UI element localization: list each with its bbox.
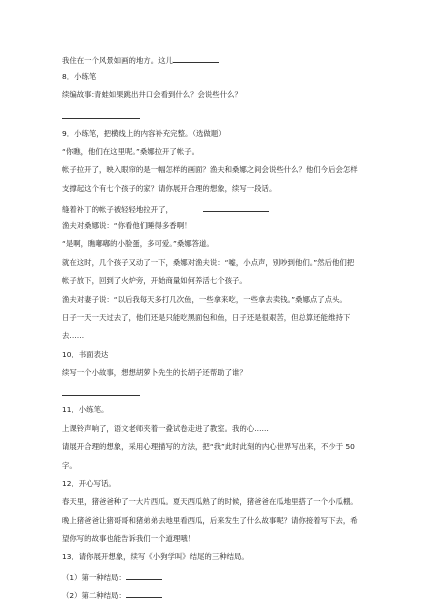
question-10-prompt: 续写一个小故事，想想胡萝卜先生的长胡子还帮助了谁？ — [62, 368, 247, 377]
answer-blank[interactable] — [126, 589, 162, 598]
answer-line[interactable] — [62, 118, 140, 119]
answer-blank[interactable] — [126, 571, 162, 580]
question-10-title: 10．书面表达 — [62, 350, 109, 359]
question-9-text: 日子一天一天过去了，他们还是只能吃黑面包和鱼，日子还是很艰苦，但总算还能维持下 — [62, 313, 351, 322]
answer-blank[interactable] — [173, 54, 219, 63]
question-9-text: 渔夫对妻子说：“以后我每天多打几次鱼，一些拿来吃，一些拿去卖钱。”桑娜点了点头。 — [62, 295, 347, 304]
answer-blank[interactable] — [203, 203, 269, 212]
question-11-text: 请展开合理的想象，采用心理描写的方法，把“我”此时此刻的内心世界写出来，不少于 50 — [62, 442, 355, 451]
question-11-title: 11．小练笔。 — [62, 405, 109, 414]
question-12-title: 12．开心写话。 — [62, 479, 116, 488]
question-11-text: 上课铃声响了，语文老师夹着一叠试卷走进了教室。我的心…… — [62, 424, 269, 433]
question-9-text: 支撑起这个有七个孩子的家？请你展开合理的想象，续写一段话。 — [62, 184, 277, 193]
question-9-text: 渔夫对桑娜说：“你看他们睡得多香啊！ — [62, 221, 192, 230]
question-13-title: 13．请你展开想象，续写《小狗学叫》结尾的三种结局。 — [62, 552, 249, 561]
question-8-title: 8．小练笔 — [62, 72, 97, 81]
question-9-text: “是啊，瞧嘟嘟的小脸蛋，多可爱。”桑娜答道。 — [62, 239, 214, 248]
question-9-text: 去…… — [62, 331, 85, 340]
question-11-text: 字。 — [62, 461, 77, 470]
question-12-text: 晚上猪爸爸让猪哥哥和猪弟弟去地里看西瓜，后来发生了什么故事呢？请你接着写下去，希 — [62, 516, 358, 525]
question-9-text: 帐子拉开了，映入眼帘的是一幅怎样的画面？渔夫和桑娜之间会说些什么？他们今后会怎样 — [62, 165, 358, 174]
question-9-text: “你瞧，他们在这里呢。”桑娜拉开了帐子。 — [62, 147, 199, 156]
question-13-ending-2: （2）第二种结局： — [62, 589, 162, 601]
question-9-text: 帐子放下，回到了火炉旁，开始商量如何养活七个孩子。 — [62, 276, 247, 285]
question-8-prompt: 续编故事:青蛙如果跳出井口会看到什么？会说些什么？ — [62, 90, 242, 99]
question-12-text: 望你写的故事也能告诉我们一个道理哦！ — [62, 534, 196, 543]
question-9-text: 缝着补丁的帐子被轻轻地拉开了， — [62, 203, 269, 215]
question-9-title: 9．小练笔，把横线上的内容补充完整。（选做题） — [62, 129, 226, 138]
question-13-ending-1: （1）第一种结局： — [62, 571, 162, 583]
answer-line[interactable] — [62, 395, 140, 396]
question-12-text: 春天里，猪爸爸种了一大片西瓜。夏天西瓜熟了的时候，猪爸爸在瓜地里搭了一个小瓜棚。 — [62, 497, 358, 506]
intro-line: 我住在一个风景如画的地方。这儿 — [62, 54, 219, 66]
question-9-text: 就在这时，几个孩子又动了一下，桑娜对渔夫说：“嘘，小点声，别吵到他们。”然后他们把 — [62, 258, 355, 267]
